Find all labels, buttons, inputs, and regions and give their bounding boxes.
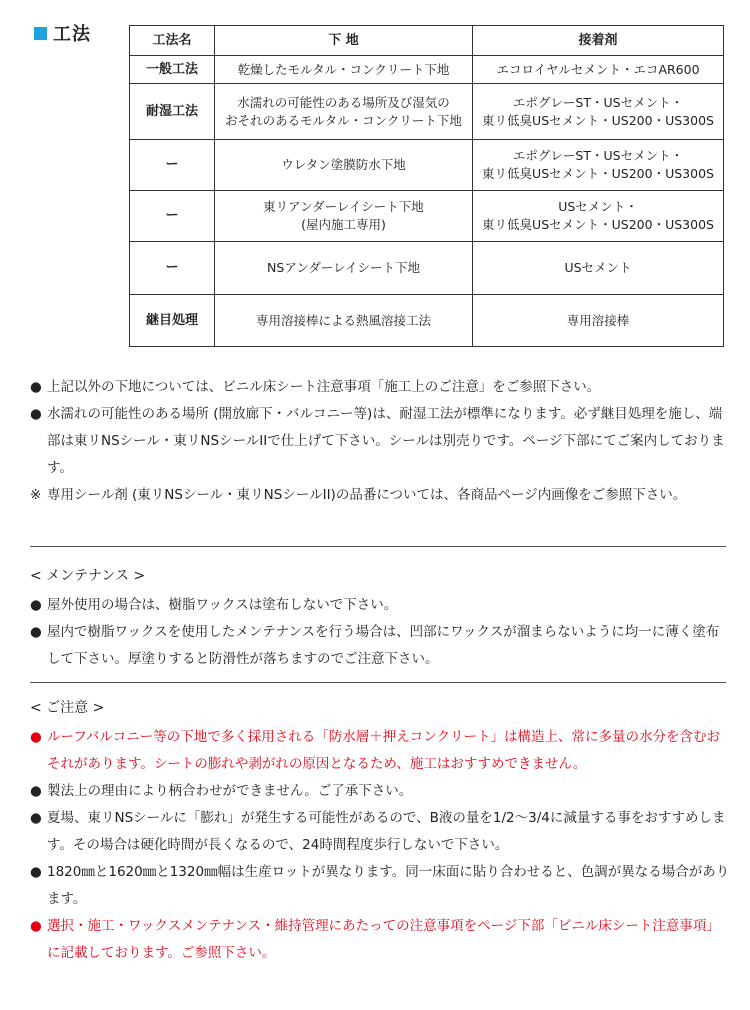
list-item	[30, 724, 730, 778]
table-row	[130, 295, 724, 347]
method-name-cell: ー	[130, 242, 215, 295]
base-cell: 東リアンダーレイシート下地 (屋内施工専用)	[215, 191, 473, 242]
maintenance-text: 屋外使用の場合は、樹脂ワックスは塗布しないで下さい。	[47, 597, 398, 613]
method-name-cell: ー	[130, 140, 215, 191]
method-name-cell: ー	[130, 191, 215, 242]
caution-list	[30, 724, 730, 967]
list-item	[30, 482, 730, 509]
list-item	[30, 401, 730, 482]
base-cell: NSアンダーレイシート下地	[215, 242, 473, 295]
caution-text: 選択・施工・ワックスメンテナンス・維持管理にあたっての注意事項をページ下部「ビニル床シート注意事項」に記載しております。ご参照下さい。	[47, 918, 720, 961]
maintenance-list	[30, 592, 730, 673]
construction-method-table	[129, 25, 724, 347]
table-row	[130, 84, 724, 140]
adhesive-cell: USセメント	[473, 242, 724, 295]
section-title: 工法	[53, 24, 91, 45]
method-name-cell: 耐湿工法	[130, 84, 215, 140]
bullet: ●	[30, 864, 42, 880]
table-row	[130, 56, 724, 84]
bullet: ●	[30, 597, 42, 613]
caution-text: 1820㎜と1620㎜と1320㎜幅は生産ロットが異なります。同一床面に貼り合わせると、色調が異なる場合があります。	[47, 864, 730, 907]
base-cell: 専用溶接棒による熱風溶接工法	[215, 295, 473, 347]
caution-text: 製法上の理由により柄合わせができません。ご了承下さい。	[47, 783, 413, 799]
bullet: ※	[30, 487, 42, 503]
table-row	[130, 242, 724, 295]
list-item	[30, 859, 730, 913]
bullet: ●	[30, 918, 42, 934]
adhesive-cell: USセメント・ 東リ低臭USセメント・US200・US300S	[473, 191, 724, 242]
note-text: 上記以外の下地については、ビニル床シート注意事項「施工上のご注意」をご参照下さい。	[47, 379, 601, 395]
caution-text: 夏場、東リNSシールに「膨れ」が発生する可能性があるので、B液の量を1/2〜3/4に減量する事をおすすめします。その場合は硬化時間が長くなるので、24時間程度歩行しないで下さい。	[47, 810, 726, 853]
bullet: ●	[30, 624, 42, 640]
list-item	[30, 592, 730, 619]
general-notes	[30, 374, 730, 509]
maintenance-heading: < メンテナンス >	[30, 568, 146, 584]
adhesive-cell: 専用溶接棒	[473, 295, 724, 347]
header-method-name: 工法名	[130, 26, 215, 56]
list-item	[30, 619, 730, 673]
bullet: ●	[30, 810, 42, 826]
list-item	[30, 374, 730, 401]
note-text: 水濡れの可能性のある場所 (開放廊下・バルコニー等)は、耐湿工法が標準になります。必ず継目処理を施し、端部は東リNSシール・東リNSシールIIで仕上げて下さい。シールは別売りです。ページ下部にてご案内しております。	[47, 406, 725, 476]
caution-heading: < ご注意 >	[30, 700, 105, 716]
note-text: 専用シール剤 (東リNSシール・東リNSシールII)の品番については、各商品ページ内画像をご参照下さい。	[47, 487, 687, 503]
list-item	[30, 805, 730, 859]
list-item	[30, 778, 730, 805]
header-base: 下 地	[215, 26, 473, 56]
base-cell: ウレタン塗膜防水下地	[215, 140, 473, 191]
list-item	[30, 913, 730, 967]
base-cell: 乾燥したモルタル・コンクリート下地	[215, 56, 473, 84]
adhesive-cell: エポグレーST・USセメント・ 東リ低臭USセメント・US200・US300S	[473, 140, 724, 191]
base-cell: 水濡れの可能性のある場所及び湿気の おそれのあるモルタル・コンクリート下地	[215, 84, 473, 140]
method-name-cell: 一般工法	[130, 56, 215, 84]
maintenance-text: 屋内で樹脂ワックスを使用したメンテナンスを行う場合は、凹部にワックスが溜まらないように均一に薄く塗布して下さい。厚塗りすると防滑性が落ちますのでご注意下さい。	[47, 624, 720, 667]
bullet: ●	[30, 783, 42, 799]
adhesive-cell: エポグレーST・USセメント・ 東リ低臭USセメント・US200・US300S	[473, 84, 724, 140]
divider	[30, 546, 726, 547]
section-heading	[34, 20, 91, 46]
caution-text: ルーフバルコニー等の下地で多く採用される「防水層＋押えコンクリート」は構造上、常に多量の水分を含むおそれがあります。シートの膨れや剥がれの原因となるため、施工はおすすめできません。	[47, 729, 720, 772]
adhesive-cell: エコロイヤルセメント・エコAR600	[473, 56, 724, 84]
method-name-cell: 継目処理	[130, 295, 215, 347]
table-header-row	[130, 26, 724, 56]
bullet: ●	[30, 406, 42, 422]
section-marker-square	[34, 27, 47, 40]
table-row	[130, 191, 724, 242]
header-adhesive: 接着剤	[473, 26, 724, 56]
table-row	[130, 140, 724, 191]
bullet: ●	[30, 729, 42, 745]
bullet: ●	[30, 379, 42, 395]
divider	[30, 682, 726, 683]
